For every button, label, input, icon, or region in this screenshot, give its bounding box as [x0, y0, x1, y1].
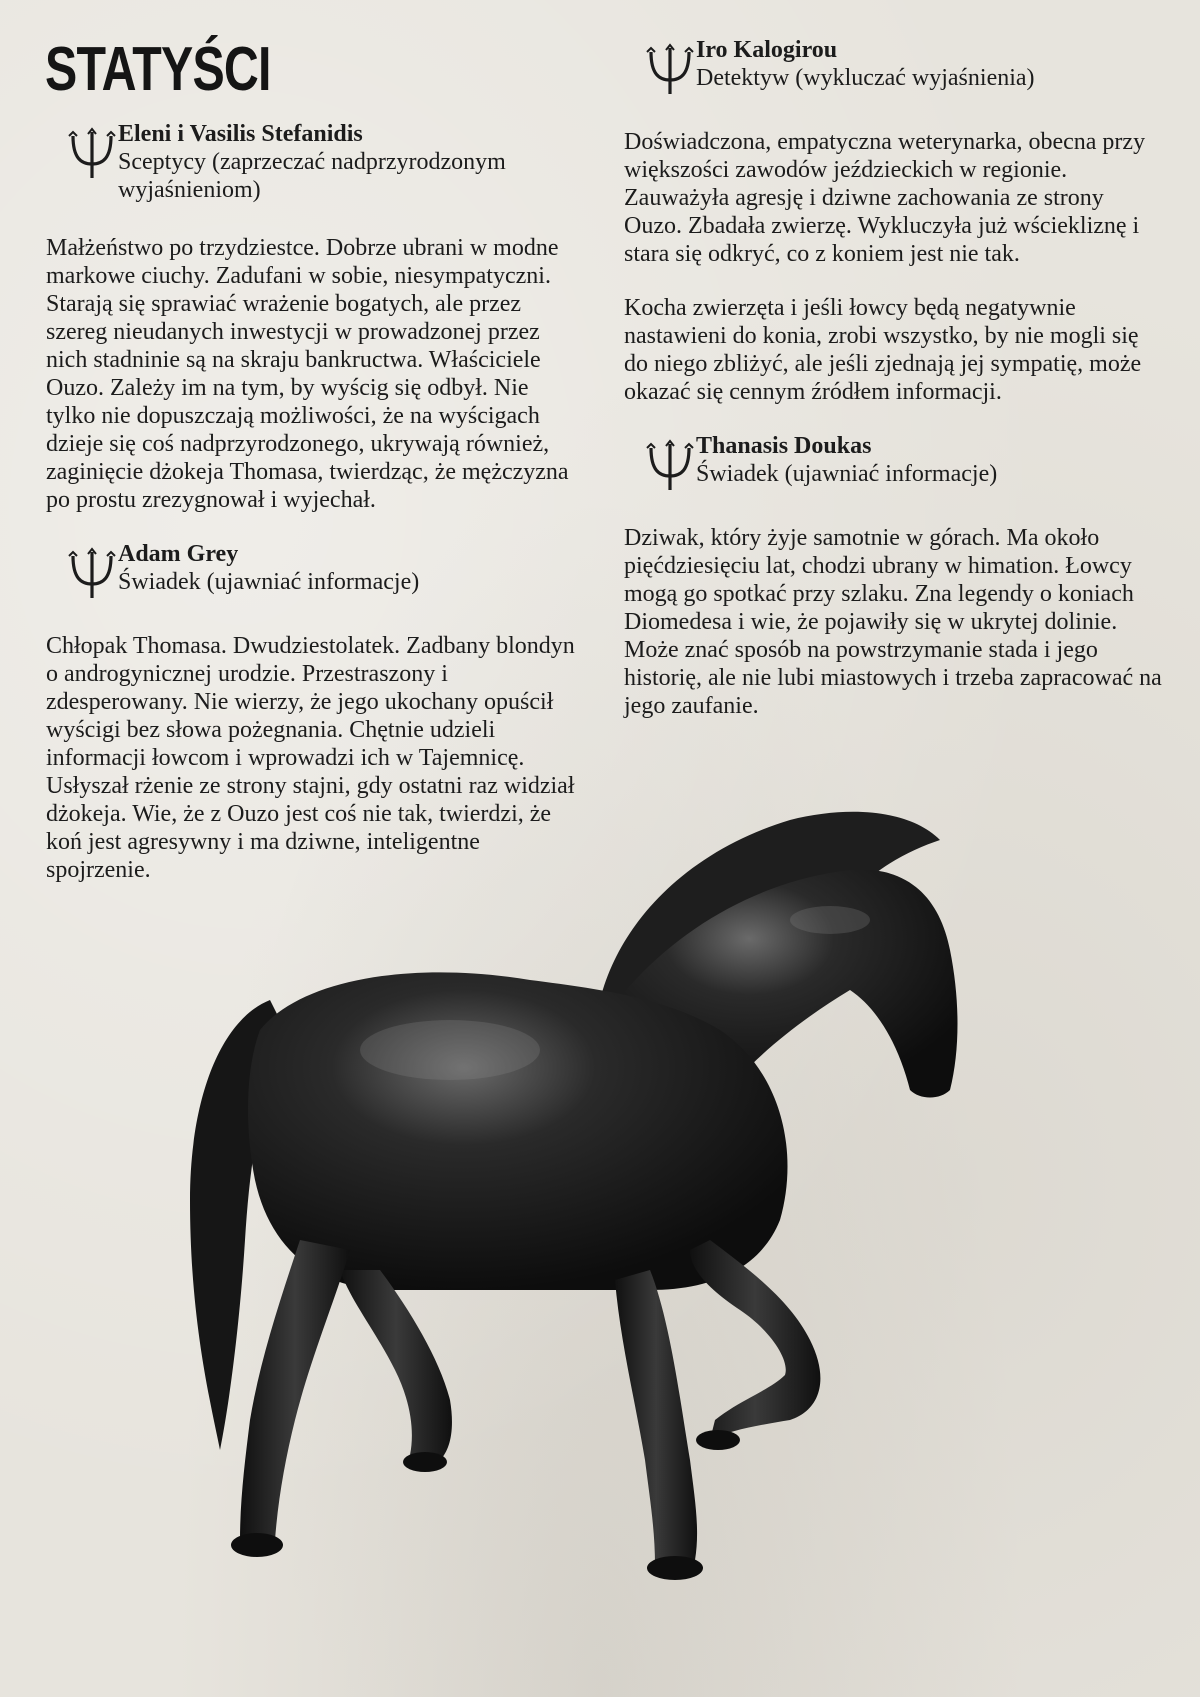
psi-trident-icon: [644, 42, 696, 98]
character-role: Świadek (ujawniać informacje): [118, 569, 420, 595]
character-header: [46, 120, 576, 204]
psi-trident-icon: [66, 546, 118, 602]
psi-trident-icon: [644, 438, 696, 494]
character-name: Thanasis Doukas: [696, 433, 872, 459]
character-description: Chłopak Thomasa. Dwudziestolatek. Zadbany blondyn o androgynicznej urodzie. Przestraszony i zdesperowany. Nie wierzy, że jego ukochany opuścił wyścigi bez słowa pożegnania. Chętnie udzieli informacji łowcom i wprowadzi ich w Tajemnicę. Usłyszał rżenie ze strony stajni, gdy ostatni raz widział dżokeja. Wie, że z Ouzo jest coś nie tak, twierdzi, że koń jest agresywny i ma dziwne, inteligentne spojrzenie.: [46, 633, 575, 883]
right-column: [624, 36, 1164, 746]
horse-statue-illustration: [150, 800, 1050, 1640]
character-description: Dziwak, który żyje samotnie w górach. Ma około pięćdziesięciu lat, chodzi ubrany w himation. Łowcy mogą go spotkać przy szlaku. Zna legendy o koniach Diomedesa i wie, że pojawiły się w ukrytej dolinie. Może znać sposób na powstrzymanie stada i jego historię, ale nie lubi miastowych i trzeba zapracować na jego zaufanie.: [624, 525, 1162, 719]
character-description: Kocha zwierzęta i jeśli łowcy będą negatywnie nastawieni do konia, zrobi wszystko, by nie mogli się do niego zbliżyć, ale jeśli zjednają jej sympatię, może okazać się cennym źródłem informacji.: [624, 295, 1142, 405]
character-description: Doświadczona, empatyczna weterynarka, obecna przy większości zawodów jeździeckich w regionie. Zauważyła agresję i dziwne zachowania ze strony Ouzo. Zbadała zwierzę. Wykluczyła już wściekliznę i stara się odkryć, co z koniem jest nie tak.: [624, 129, 1146, 267]
character-role: Świadek (ujawniać informacje): [696, 461, 998, 487]
character-description: Małżeństwo po trzydziestce. Dobrze ubrani w modne markowe ciuchy. Zadufani w sobie, niesympatyczni. Starają się sprawiać wrażenie bogatych, ale przez szereg nieudanych inwestycji w prowadzonej przez nich stadninie są na skraju bankructwa. Właściciele Ouzo. Zależy im na tym, by wyścig się odbył. Nie tylko nie dopuszczają możliwości, że na wyścigach dzieje się coś nadprzyrodzonego, ukrywają również, zaginięcie dżokeja Thomasa, twierdząc, że mężczyzna po prostu zrezygnował i wyjechał.: [46, 235, 569, 513]
character-name: Eleni i Vasilis Stefanidis: [118, 121, 363, 147]
character-name: Adam Grey: [118, 541, 239, 567]
character-header: [46, 540, 576, 602]
character-role: Sceptycy (zaprzeczać nadprzyrodzonym wyjaśnieniom): [118, 149, 506, 203]
psi-trident-icon: [66, 126, 118, 182]
character-header: [624, 36, 1164, 98]
page-title: STATYŚCI: [45, 35, 271, 104]
character-header: [624, 432, 1164, 494]
character-name: Iro Kalogirou: [696, 37, 838, 63]
character-role: Detektyw (wykluczać wyjaśnienia): [696, 65, 1035, 91]
left-column: [46, 120, 576, 910]
